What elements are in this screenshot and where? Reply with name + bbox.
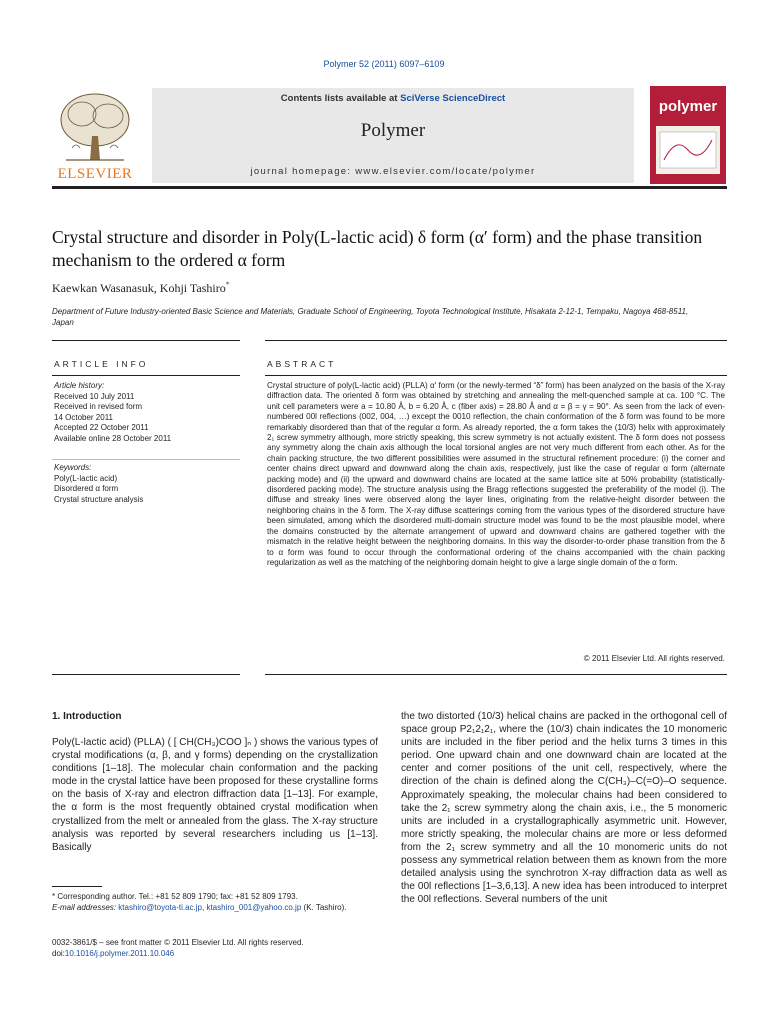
abstract-text: Crystal structure of poly(L-lactic acid) (PLLA) α′ form (or the newly-termed “δ” form) has been analyzed on the basis of the X-ray diffraction data. The oriented δ form was obtained by stretching and annealing the melt-quenched sample at ca. 100 °C. The unit cell parameters were a = 10.80 Å, b = 6.20 Å, c (fiber axis) = 28.80 Å and α = β = γ = 90°. As seen from the lack of even-numbered 00l reflections (002, 004, …) except the 0010 reflection, the chain conformation of the δ form was found to be more remarkably disordered than that of the regular α form. As already reported, the α form takes the (10/3) helix with approximately 2₁ screw symmetry although, more strictly speaking, this screw symmetry is not actually existent. The δ form does not possess any symmetry along the chain axis although the local torsional angles are not very much different from each other. As for the chain packing structure, the two different possibilities were assumed in the structural refinement procedure: (i) the corner and center chains direct upward and downward along the chain axis, respectively, just like the case of regular α form (alternate packing mode) and (ii) the upward and downward chains are located at the same lattice site at 50% probability (statistically-disordered packing mode). The structure analysis using the Bragg reflections suggested the preferability of the model (i). The diffuse and streaky lines were observed along the layer lines, originating from the relative-height disorder between the neighboring chains in the δ form. The X-ray diffuse scatterings coming from the various types of the disordered structure have been simulated, among which the disordered multi-domain structure model was found to be the most plausible model, where the domains constructed by the alternate arrangement of upward and downward chains are gathered together with the mismatch in the relative height between the neighboring domains. In this way the disorder-to-order phase transition from the δ to α form was found to occur through the conformational ordering of the chains accompanied with the chain packing regularization as well as the matching of the neighboring domain height to give a large single domain of the α form. [267, 381, 725, 567]
keywords-label: Keywords: [54, 463, 92, 472]
journal-name: Polymer [360, 120, 426, 141]
doi-line [52, 948, 378, 959]
cover-graphic-icon [656, 126, 720, 174]
sciencedirect-link[interactable]: SciVerse ScienceDirect [400, 93, 506, 104]
body-column-left: Poly(L-lactic acid) (PLLA) ( [ CH(CH₃)COO ]ₙ ) shows the various types of crystal modifications (α, β, and γ forms) depending on the crystallization conditions [1–18]. The molecular chain conformation and the packing mode in the crystal lattice have been proposed for these crystalline forms on the basis of X-ray and electron diffraction data [1–13]. For example, the α form is the most frequently obtained crystal modification when crystallized from the melt or annealed from the glass. The X-ray structure analysis was reported by several researchers including us [1–13]. Basically [52, 737, 378, 853]
email-separator: , [201, 903, 207, 912]
authors-names: Kaewkan Wasanasuk, Kohji Tashiro [52, 281, 226, 295]
homepage-prefix: journal homepage: [250, 166, 356, 177]
footnote [52, 891, 378, 913]
doi-prefix: doi: [52, 949, 65, 958]
history-item: Received 10 July 2011 [54, 391, 135, 401]
abstract-heading: ABSTRACT [267, 359, 337, 369]
history-label: Article history: [54, 381, 105, 390]
cover-art-image [656, 126, 720, 174]
article-title: Crystal structure and disorder in Poly(L-lactic acid) δ form (α′ form) and the phase transition mechanism to the ordered α form [52, 227, 703, 270]
doi-link[interactable]: 10.1016/j.polymer.2011.10.046 [64, 949, 175, 958]
body-column-right: the two distorted (10/3) helical chains are packed in the orthogonal cell of space group P2₁2₁2₁, where the (10/3) chain indicates the 10 monomeric units are included in the fiber period and the helix turns 3 times in this period. One upward chain and one downward chain are located at the center and corner positions of the unit cell, respectively, where the direction of the chain is defined along the C(CH₃)–C(=O)–O sequence. Approximately speaking, the molecular chains had been considered to take the 2₁ screw symmetry along the chain axis, i.e., the 5 monomeric units are included in a crystallographically asymmetric unit. However, more strictly speaking, the molecular chains are more or less deformed from the 2₁ screw symmetry and all the 10 monomeric units do not possess any symmetrical relation between them as known from the more detailed analysis using the synchrotron X-ray diffraction data as well as the 00l reflections [1–3,6,13]. A new idea has been introduced to interpret the 00l reflections. Several numbers of the unit [401, 711, 727, 906]
divider [52, 459, 240, 460]
section-heading-introduction: 1. Introduction [52, 711, 122, 722]
divider [52, 674, 240, 675]
divider [52, 340, 240, 341]
history-item: Accepted 22 October 2011 [54, 423, 149, 432]
article-info-heading: ARTICLE INFO [54, 359, 149, 369]
divider [265, 340, 727, 341]
affiliation: Department of Future Industry-oriented Basic Science and Materials, Graduate School of Engineering, Toyota Technological Institute, Hisakata 2-12-1, Tempaku, Nagoya 468-8511, Japan [52, 307, 689, 327]
keyword-item: Poly(L-lactic acid) [54, 473, 118, 483]
history-item: Available online 28 October 2011 [54, 433, 172, 443]
elsevier-wordmark: ELSEVIER [57, 166, 133, 182]
journal-citation[interactable]: Polymer 52 (2011) 6097–6109 [323, 59, 445, 69]
divider [265, 674, 727, 675]
author-list [52, 280, 230, 296]
email-link-secondary[interactable]: ktashiro_001@yahoo.co.jp [206, 903, 302, 912]
corresponding-author-note: * Corresponding author. Tel.: +81 52 809 1790; fax: +81 52 809 1793. [52, 892, 298, 901]
elsevier-logo [52, 86, 138, 184]
issn-block [52, 937, 378, 959]
corresponding-author-mark[interactable]: * [225, 280, 230, 289]
homepage-url[interactable]: www.elsevier.com/locate/polymer [355, 166, 536, 177]
email-owner: (K. Tashiro). [303, 903, 347, 912]
abstract-copyright: © 2011 Elsevier Ltd. All rights reserved. [583, 654, 725, 663]
history-item: 14 October 2011 [54, 412, 114, 422]
journal-banner [152, 88, 634, 183]
keyword-item: Crystal structure analysis [54, 494, 144, 504]
email-line [52, 902, 378, 913]
contents-line [152, 93, 634, 104]
homepage-line [152, 166, 634, 177]
footnote-rule [52, 886, 102, 887]
divider [52, 375, 240, 376]
cover-title: polymer [658, 98, 718, 115]
article-history [54, 381, 171, 444]
keyword-item: Disordered α form [54, 484, 119, 493]
journal-cover [650, 86, 726, 184]
divider [265, 375, 727, 376]
email-link-primary[interactable]: ktashiro@toyota-ti.ac.jp [118, 903, 202, 912]
header-rule [52, 186, 727, 189]
contents-prefix: Contents lists available at [280, 93, 401, 104]
keywords [54, 463, 143, 505]
issn-line: 0032-3861/$ – see front matter © 2011 Elsevier Ltd. All rights reserved. [52, 938, 304, 947]
history-item: Received in revised form [54, 402, 143, 411]
email-label: E-mail addresses: [52, 903, 117, 912]
